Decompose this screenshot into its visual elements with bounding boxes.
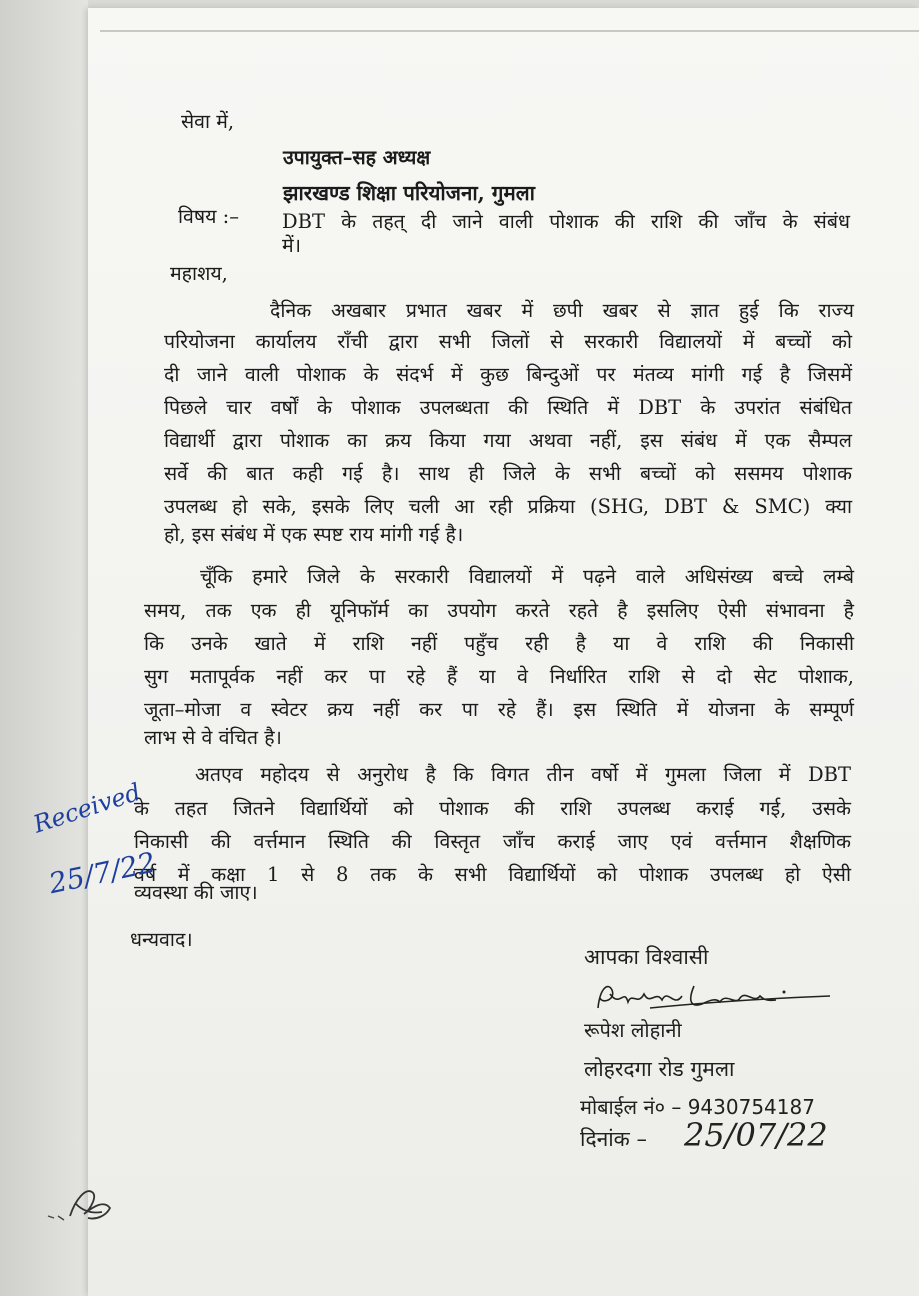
handwritten-date: 25/07/22 (684, 1116, 828, 1154)
p3-line-5: व्यवस्था की जाए। (134, 881, 258, 904)
p2-line-6: लाभ से वे वंचित है। (144, 726, 282, 749)
p3-line-4: वर्ष में कक्षा 1 से 8 तक के सभी विद्यार्थियों को पोशाक उपलब्ध हो ऐसी (134, 863, 851, 886)
p2-line-2: समय, तक एक ही यूनिफॉर्म का उपयोग करते रहते है इसलिए ऐसी संभावना है (144, 599, 854, 622)
background-table (0, 0, 88, 1296)
p1-line-7: उपलब्ध हो सके, इसके लिए चली आ रही प्रक्रिया (SHG, DBT & SMC) क्या (164, 495, 852, 518)
signature-scribble (590, 978, 840, 1018)
subject-line-1: DBT के तहत् दी जाने वाली पोशाक की राशि की जाँच के संबंध (282, 210, 850, 233)
received-date: 25/7/22 (46, 845, 159, 901)
salutation-to: सेवा में, (181, 110, 235, 133)
p1-line-1: दैनिक अखबार प्रभात खबर में छपी खबर से ज्ञात हुई कि राज्य (270, 299, 854, 322)
initials-scribble (40, 1180, 120, 1230)
subject-label: विषय :– (178, 205, 239, 228)
recipient-office: झारखण्ड शिक्षा परियोजना, गुमला (283, 181, 535, 205)
p1-line-2: परियोजना कार्यालय राँची द्वारा सभी जिलों से सरकारी विद्यालयों में बच्चों को (164, 330, 852, 353)
greeting: महाशय, (170, 262, 228, 285)
page-edge-line (100, 30, 919, 32)
p2-line-5: जूता–मोजा व स्वेटर क्रय नहीं कर पा रहे हैं। इस स्थिति में योजना के सम्पूर्ण (144, 698, 854, 721)
thanks: धन्यवाद। (130, 928, 193, 951)
p3-line-2: के तहत जितने विद्यार्थियों को पोशाक की राशि उपलब्ध कराई गई, उसके (134, 797, 851, 820)
signatory-address: लोहरदगा रोड गुमला (584, 1057, 735, 1081)
p1-line-3: दी जाने वाली पोशाक के संदर्भ में कुछ बिन्दुओं पर मंतव्य मांगी गई है जिसमें (164, 363, 852, 386)
p2-line-3: कि उनके खाते में राशि नहीं पहुँच रही है या वे राशि की निकासी (144, 632, 854, 655)
p1-line-8: हो, इस संबंध में एक स्पष्ट राय मांगी गई है। (164, 523, 464, 546)
signatory-mobile: मोबाईल नं० – 9430754187 (580, 1095, 815, 1119)
date-label: दिनांक – (580, 1127, 647, 1151)
p2-line-4: सुग मतापूर्वक नहीं कर पा रहे हैं या वे निर्धारित राशि से दो सेट पोशाक, (144, 665, 854, 688)
recipient-title: उपायुक्त–सह अध्यक्ष (283, 146, 431, 169)
received-word: Received (30, 777, 144, 839)
p2-line-1: चूँकि हमारे जिले के सरकारी विद्यालयों में पढ़ने वाले अधिसंख्य बच्चे लम्बे (200, 565, 854, 588)
subject-line-2: में। (282, 234, 302, 257)
p3-line-1: अतएव महोदय से अनुरोध है कि विगत तीन वर्षो में गुमला जिला में DBT (195, 763, 851, 786)
signatory-name: रूपेश लोहानी (584, 1018, 682, 1042)
p1-line-4: पिछले चार वर्षों के पोशाक उपलब्धता की स्थिति में DBT के उपरांत संबंधित (164, 396, 852, 419)
p1-line-5: विद्यार्थी द्वारा पोशाक का क्रय किया गया अथवा नहीं, इस संबंध में एक सैम्पल (164, 429, 852, 452)
p1-line-6: सर्वे की बात कही गई है। साथ ही जिले के सभी बच्चों को ससमय पोशाक (164, 462, 852, 485)
closing: आपका विश्वासी (584, 945, 709, 969)
p3-line-3: निकासी की वर्त्तमान स्थिति की विस्तृत जाँच कराई जाए एवं वर्त्तमान शैक्षणिक (134, 830, 851, 853)
